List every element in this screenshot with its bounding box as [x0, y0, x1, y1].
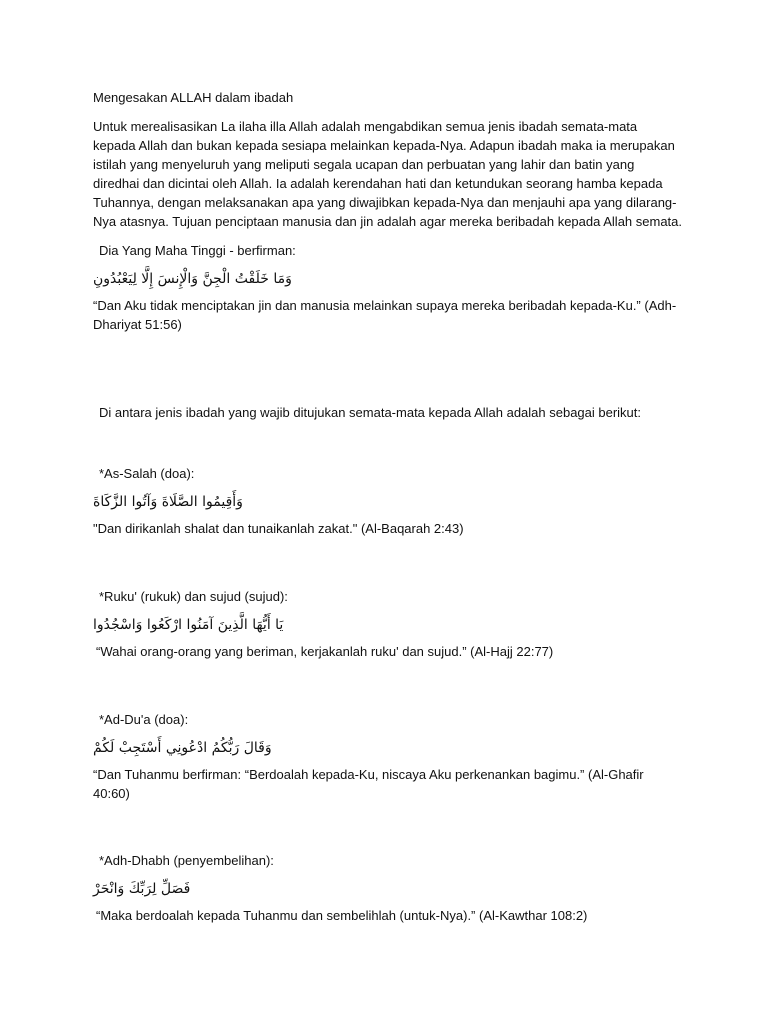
item-arabic: وَأَقِيمُوا الصَّلَاةَ وَآتُوا الزَّكَاةَ — [93, 494, 243, 510]
item-heading: *As-Salah (doa): — [99, 466, 195, 481]
item-4 — [93, 851, 683, 925]
item-1 — [93, 464, 683, 538]
item-translation: “Maka berdoalah kepada Tuhanmu dan sembelihlah (untuk-Nya).” (Al-Kawthar 108:2) — [96, 908, 588, 923]
item-arabic: يَا أَيُّهَا الَّذِينَ آمَنُوا ارْكَعُوا وَاسْجُدُوا — [93, 617, 284, 633]
document-page — [93, 88, 683, 334]
lead-text: Dia Yang Maha Tinggi - berfirman: — [99, 243, 296, 258]
item-heading: *Ad-Du'a (doa): — [99, 712, 189, 727]
item-translation: “Wahai orang-orang yang beriman, kerjakanlah ruku' dan sujud.” (Al-Hajj 22:77) — [96, 644, 554, 659]
item-translation: "Dan dirikanlah shalat dan tunaikanlah zakat." (Al-Baqarah 2:43) — [93, 521, 464, 536]
main-verse-arabic: وَمَا خَلَقْتُ الْجِنَّ وَالْإِنسَ إِلَّا لِيَعْبُدُونِ — [93, 271, 292, 287]
main-verse-translation: “Dan Aku tidak menciptakan jin dan manusia melainkan supaya mereka beribadah kepada-Ku.” (Adh-Dhariyat 51:56) — [93, 298, 677, 332]
item-arabic: وَقَالَ رَبُّكُمُ ادْعُونِي أَسْتَجِبْ لَكُمْ — [93, 740, 272, 756]
document-title: Mengesakan ALLAH dalam ibadah — [93, 90, 294, 105]
item-2 — [93, 587, 683, 661]
item-heading: *Ruku' (rukuk) dan sujud (sujud): — [99, 589, 288, 604]
item-arabic: فَصَلِّ لِرَبِّكَ وَانْحَرْ — [93, 881, 191, 897]
intro-paragraph: Untuk merealisasikan La ilaha illa Allah adalah mengabdikan semua jenis ibadah semata-mata kepada Allah dan bukan kepada sesiapa melainkan kepada-Nya. Adapun ibadah maka ia merupakan istilah yang menyeluruh yang meliputi segala ucapan dan perbuatan yang lahir dan batin yang diredhai dan dicintai oleh Allah. Ia adalah kerendahan hati dan ketundukan seorang hamba kepada Tuhannya, dengan melaksanakan apa yang diwajibkan kepada-Nya dan menjauhi apa yang dilarang-Nya atasnya. Tujuan penciptaan manusia dan jin adalah agar mereka beribadah kepada Allah semata. — [93, 119, 683, 229]
item-heading: *Adh-Dhabh (penyembelihan): — [99, 853, 274, 868]
item-3 — [93, 710, 683, 803]
item-translation: “Dan Tuhanmu berfirman: “Berdoalah kepada-Ku, niscaya Aku perkenankan bagimu.” (Al-Ghafir 40:60) — [93, 767, 644, 801]
list-intro-block — [93, 403, 683, 422]
list-intro: Di antara jenis ibadah yang wajib ditujukan semata-mata kepada Allah adalah sebagai berikut: — [99, 405, 642, 420]
